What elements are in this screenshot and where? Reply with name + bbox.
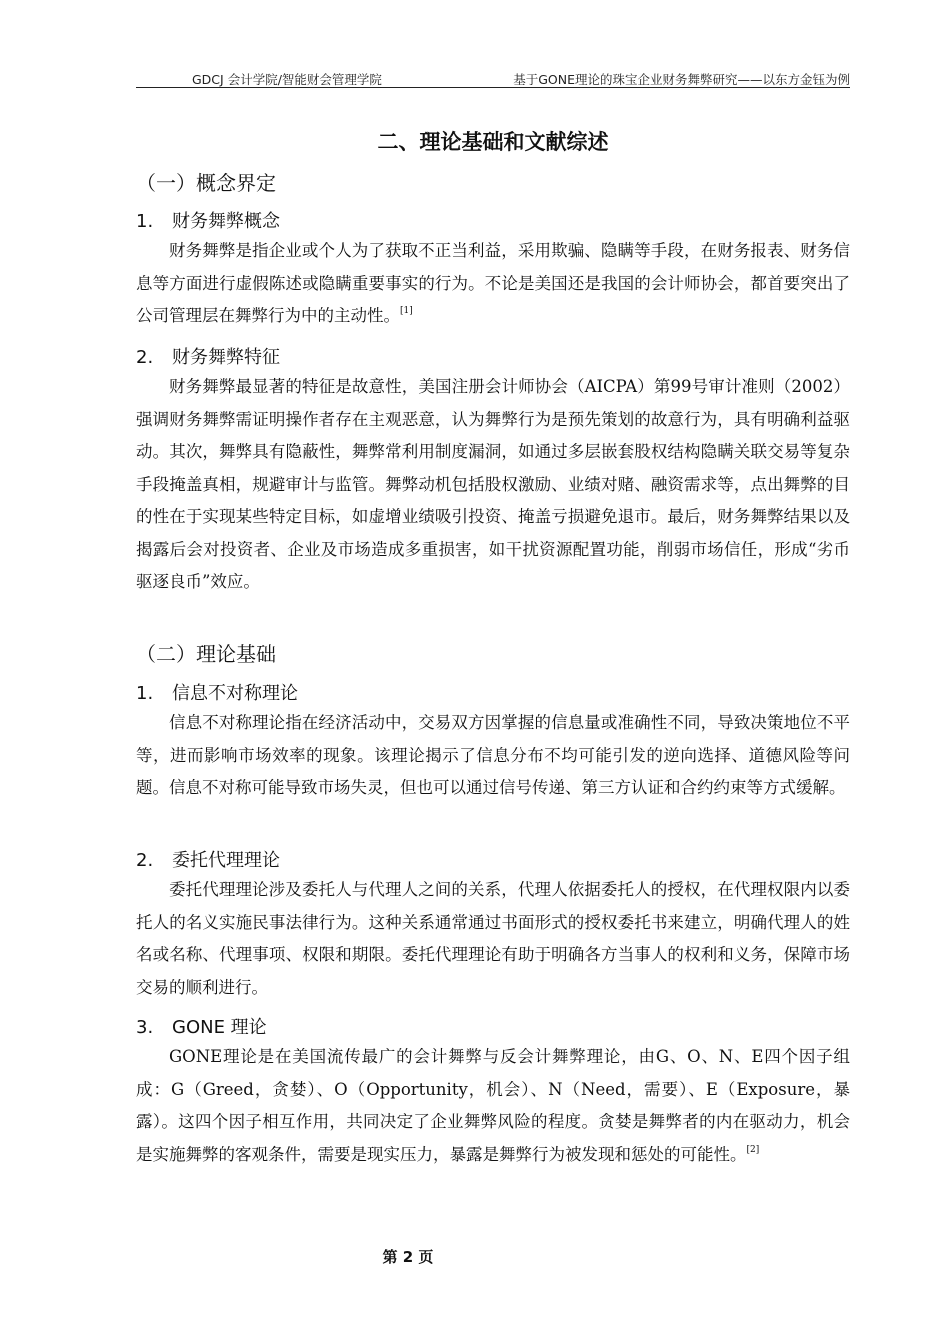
subsection-heading-agency [136,846,280,872]
subsection-heading-gone [136,1013,267,1039]
header-right-text: 基于GONE理论的珠宝企业财务舞弊研究——以东方金钰为例 [513,72,850,87]
page-number: 第 2 页 [382,1248,434,1266]
citation-ref: [2] [746,1144,760,1155]
paragraph-text: 财务舞弊是指企业或个人为了获取不正当利益，采用欺骗、隐瞒等手段，在财务报表、财务信息等方面进行虚假陈述或隐瞒重要事实的行为。不论是美国还是我国的会计师协会，都首要突出了公司管理层在舞弊行为中的主动性。 [136,241,850,325]
subsection-title: 信息不对称理论 [172,683,298,704]
subsection-number: 2. [136,347,154,368]
paragraph-text: 财务舞弊最显著的特征是故意性，美国注册会计师协会（AICPA）第99号审计准则（2002）强调财务舞弊需证明操作者存在主观恶意，认为舞弊行为是预先策划的故意行为，具有明确利益驱动。其次，舞弊具有隐蔽性，舞弊常利用制度漏洞，如通过多层嵌套股权结构隐瞒关联交易等复杂手段掩盖真相，规避审计与监管。舞弊动机包括股权激励、业绩对赌、融资需求等，点出舞弊的目的性在于实现某些特定目标，如虚增业绩吸引投资、掩盖亏损避免退市。最后，财务舞弊结果以及揭露后会对投资者、企业及市场造成多重损害，如干扰资源配置功能，削弱市场信任，形成“劣币驱逐良币”效应。 [136,377,850,591]
paragraph-text: 委托代理理论涉及委托人与代理人之间的关系，代理人依据委托人的授权，在代理权限内以委托人的名义实施民事法律行为。这种关系通常通过书面形式的授权委托书来建立，明确代理人的姓名或名称、代理事项、权限和期限。委托代理理论有助于明确各方当事人的权利和义务，保障市场交易的顺利进行。 [136,880,850,997]
page-header [136,70,850,88]
subsection-number: 3. [136,1017,154,1038]
subsection-title: 财务舞弊特征 [172,347,280,368]
paragraph-fraud-features [136,371,850,599]
subsection-heading-fraud-features [136,343,280,369]
paragraph-gone [136,1041,850,1171]
section-heading-concepts: （一）概念界定 [136,171,276,195]
header-left-text: GDCJ 会计学院/智能财会管理学院 [192,72,382,87]
subsection-title: GONE 理论 [172,1017,267,1038]
subsection-number: 1. [136,683,154,704]
citation-ref: [1] [400,306,413,316]
chapter-title: 二、理论基础和文献综述 [377,130,609,154]
paragraph-agency [136,874,850,1004]
subsection-heading-asymmetry [136,679,298,705]
paragraph-asymmetry [136,707,850,805]
paragraph-fraud-concept [136,235,850,333]
subsection-title: 财务舞弊概念 [172,211,280,232]
subsection-heading-fraud-concept [136,207,280,233]
subsection-number: 2. [136,850,154,871]
subsection-title: 委托代理理论 [172,850,280,871]
paragraph-text: 信息不对称理论指在经济活动中，交易双方因掌握的信息量或准确性不同，导致决策地位不平等，进而影响市场效率的现象。该理论揭示了信息分布不均可能引发的逆向选择、道德风险等问题。信息不对称可能导致市场失灵，但也可以通过信号传递、第三方认证和合约约束等方式缓解。 [136,713,850,797]
section-heading-theory: （二）理论基础 [136,642,276,666]
paragraph-text: GONE理论是在美国流传最广的会计舞弊与反会计舞弊理论，由G、O、N、E四个因子组成：G（Greed，贪婪）、O（Opportunity，机会）、N（Need，需要）、E（Exposure，暴露）。这四个因子相互作用，共同决定了企业舞弊风险的程度。贪婪是舞弊者的内在驱动力，机会是实施舞弊的客观条件，需要是现实压力，暴露是舞弊行为被发现和惩处的可能性。 [136,1047,850,1164]
subsection-number: 1. [136,211,154,232]
